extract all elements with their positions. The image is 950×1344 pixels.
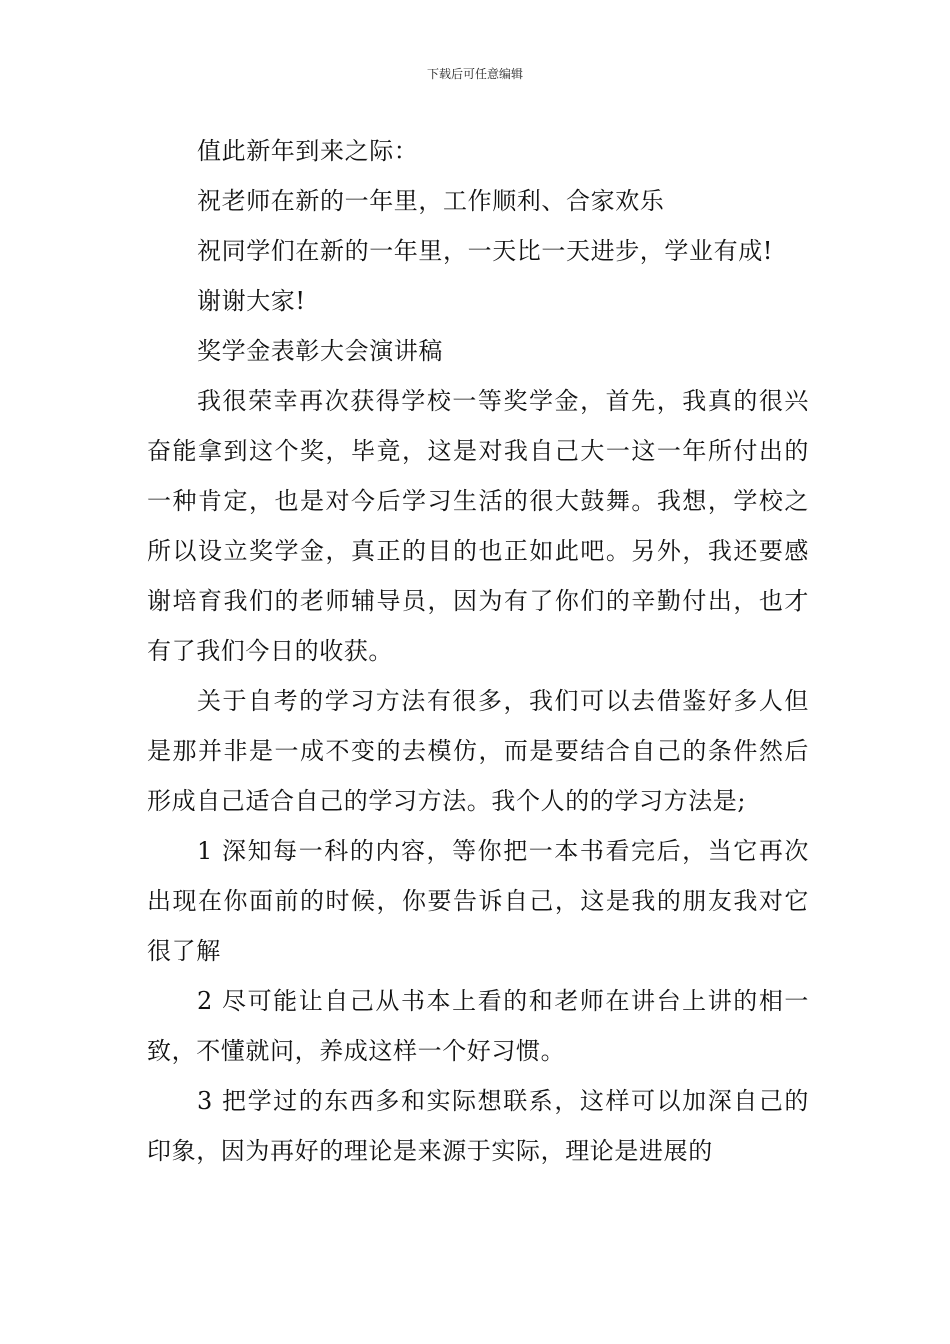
list-item-method-3: 3 把学过的东西多和实际想联系，这样可以加深自己的印象，因为再好的理论是来源于实际，理论是进展的 <box>147 1087 809 1165</box>
header-note: 下载后可任意编辑 <box>426 67 523 81</box>
document-body <box>147 126 809 1176</box>
paragraph-scholarship: 我很荣幸再次获得学校一等奖学金，首先，我真的很兴奋能拿到这个奖，毕竟，这是对我自己大一这一年所付出的一种肯定，也是对今后学习生活的很大鼓舞。我想，学校之所以设立奖学金，真正的目的也正如此吧。另外，我还要感谢培育我们的老师辅导员，因为有了你们的辛勤付出，也才有了我们今日的收获。 <box>147 387 809 665</box>
section-title-speech: 奖学金表彰大会演讲稿 <box>197 337 443 365</box>
list-item-method-2: 2 尽可能让自己从书本上看的和老师在讲台上讲的相一致，不懂就问，养成这样一个好习惯。 <box>147 987 809 1065</box>
paragraph-thanks: 谢谢大家! <box>197 287 306 315</box>
paragraph-wish-teachers: 祝老师在新的一年里，工作顺利、合家欢乐 <box>197 187 665 215</box>
paragraph-new-year: 值此新年到来之际： <box>197 137 419 165</box>
paragraph-study-methods: 关于自考的学习方法有很多，我们可以去借鉴好多人但是那并非是一成不变的去模仿，而是要结合自己的条件然后形成自己适合自己的学习方法。我个人的的学习方法是; <box>147 687 809 815</box>
list-item-method-1: 1 深知每一科的内容，等你把一本书看完后，当它再次出现在你面前的时候，你要告诉自己，这是我的朋友我对它很了解 <box>147 837 809 965</box>
paragraph-wish-students: 祝同学们在新的一年里，一天比一天进步，学业有成! <box>197 237 774 265</box>
